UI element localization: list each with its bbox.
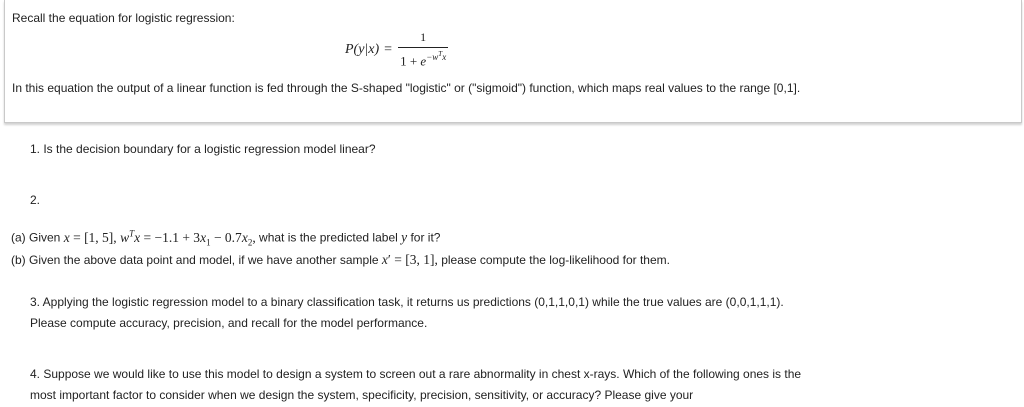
formula-lhs: P(y|x) [345,42,380,57]
question-2a-y: y [401,229,408,245]
intro-title: Recall the equation for logistic regression: [12,11,235,25]
formula-fraction [398,30,448,69]
question-2a-suffix: what is the predicted label [259,230,398,245]
logistic-formula [345,30,448,69]
question-2: 2. [30,193,41,207]
question-2b-prefix: (b) Given the above data point and model, if we have another sample [11,253,379,267]
intro-box [4,0,1022,123]
question-4: 4. Suppose we would like to use this model to design a system to screen out a rare abnormality in chest x-rays. Which of the following ones is the most important factor to consider when we design the system, specificity, precision, sensitivity, or accuracy? Please give your [30,367,802,402]
intro-description: In this equation the output of a linear function is fed through the S-shaped "logistic" or ("sigmoid") function, which maps real values to the range [0,1]. [12,81,801,95]
question-2b-suffix: please compute the log-likelihood for them. [441,253,670,267]
question-1: 1. Is the decision boundary for a logistic regression model linear? [30,142,376,156]
formula-denominator: $1 + e^{-w^Tx}$ [398,47,448,69]
question-2a-end: for it? [410,230,441,245]
question-2b [11,249,670,271]
formula-equals: = [384,42,393,57]
question-2a-prefix: (a) Given [11,230,61,245]
question-2b-math: x′ = [3, 1], [381,252,438,267]
formula-numerator: 1 [420,30,427,45]
question-2a-math: x = [1, 5], $w^Tx = -1.1 + 3x_1 - 0.7x_2$, [63,228,256,248]
question-3: 3. Applying the logistic regression model to a binary classification task, it returns us predictions (0,1,1,0,1) while the true values are (0,0,1,1,1). Please compute accuracy, precision, and recall for the model performance. [30,295,784,330]
